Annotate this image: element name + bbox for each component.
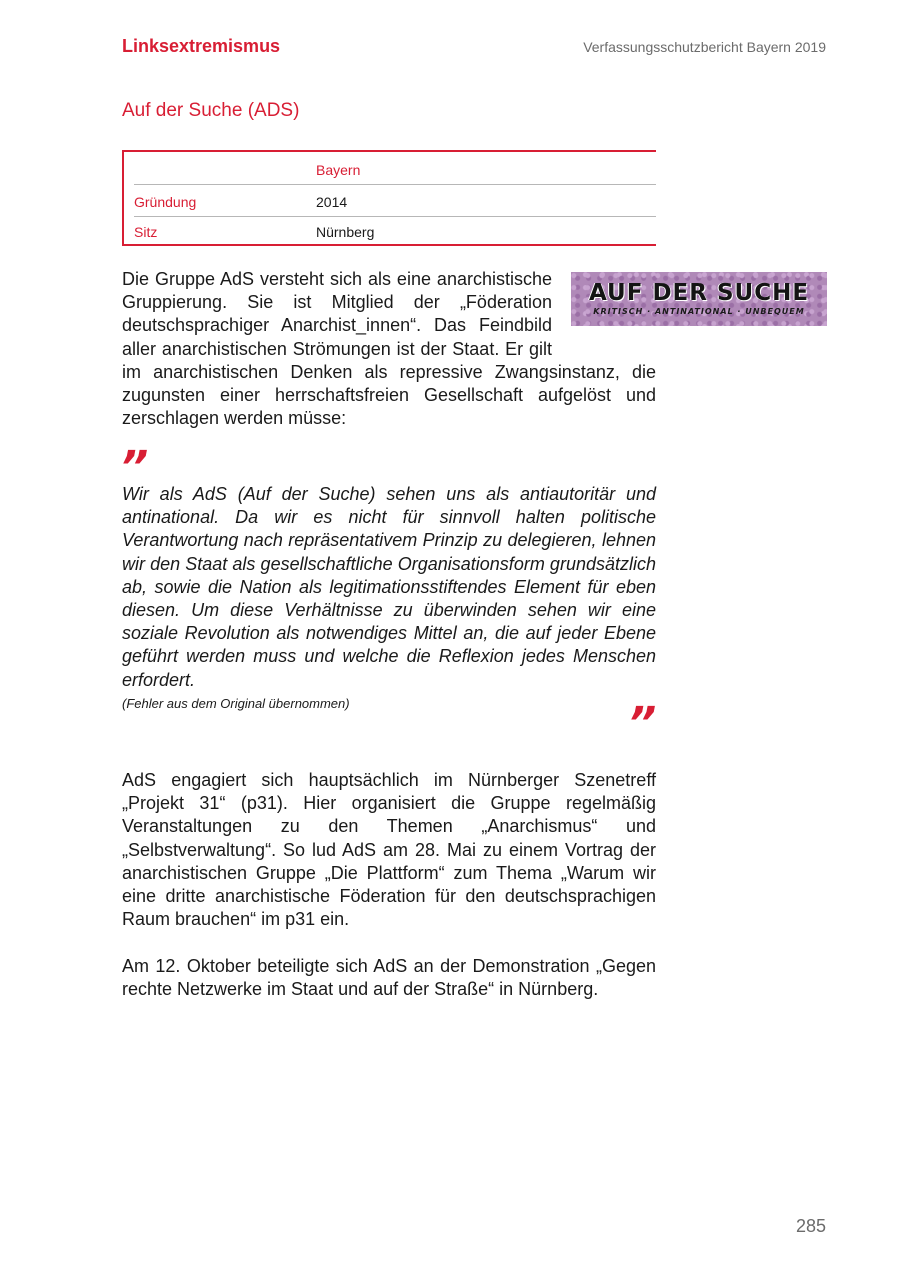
intro-paragraph-block [122,268,656,430]
fact-label-seat: Sitz [134,224,158,240]
paragraph-demonstration: Am 12. Oktober beteiligte sich AdS an der Demonstration „Gegen rechte Netzwerke im Staat und auf der Straße“ in Nürnberg. [122,956,656,1000]
fact-table-row [134,186,656,217]
report-title: Verfassungsschutzbericht Bayern 2019 [583,39,826,55]
logo-subtitle: KRITISCH · ANTINATIONAL · UNBEQUEM [593,307,805,316]
quote-open-mark: ” [120,442,149,493]
fact-table [122,150,656,246]
fact-value-founding: 2014 [316,194,348,210]
fact-table-column-header: Bayern [316,162,361,178]
logo-title: AUF DER SUCHE [588,280,810,306]
section-heading: Auf der Suche (ADS) [122,100,300,121]
fact-label-founding: Gründung [134,194,197,210]
paragraph-projekt31: AdS engagiert sich hauptsächlich im Nürnberger Szenetreff „Projekt 31“ (p31). Hier organisiert die Gruppe regelmäßig Veranstaltungen zu den Themen „Anarchismus“ und „Selbstverwaltung“. So lud AdS am 28. Mai zu einem Vortrag der anarchistischen Gruppe „Die Plattform“ zum Thema „Warum wir eine dritte anarchistische Föderation für den deutschsprachigen Raum brauchen“ im p31 ein. [122,770,656,930]
intro-paragraph: Die Gruppe AdS versteht sich als eine anarchistische Gruppierung. Sie ist Mitglied der „Föderation deutschsprachiger Anarchist_innen“. Das Feindbild aller anarchistischen Strömungen ist der Staat. Er gilt im anarchistischen Denken als repressive Zwangsinstanz, die zugunsten einer herrschaftsfreien Gesellschaft aufgelöst und zerschlagen werden müsse: [122,269,656,429]
fact-table-header-row [134,154,656,185]
fact-value-seat: Nürnberg [316,224,375,240]
quote-close-mark: ” [628,698,657,749]
quote-text: Wir als AdS (Auf der Suche) sehen uns als antiautoritär und antinational. Da wir es nicht für sinnvoll halten politische Verantwortung nach repräsentativem Prinzip zu delegieren, lehnen wir den Staat als gesellschaftliche Organisationsform grundsätzlich ab, sowie die Nation als legitimationsstiftendes Element für eben diesen. Um diese Verhältnisse zu überwinden sehen wir eine soziale Revolution als notwendiges Mittel an, die auf jeder Ebene geführt werden muss und welche die Reflexion jedes Menschen erfordert. [122,484,656,690]
page-number: 285 [795,1216,826,1236]
fact-table-row [134,216,656,246]
quote-note: (Fehler aus dem Original übernommen) [122,696,350,711]
chapter-title: Linksextremismus [122,36,281,56]
